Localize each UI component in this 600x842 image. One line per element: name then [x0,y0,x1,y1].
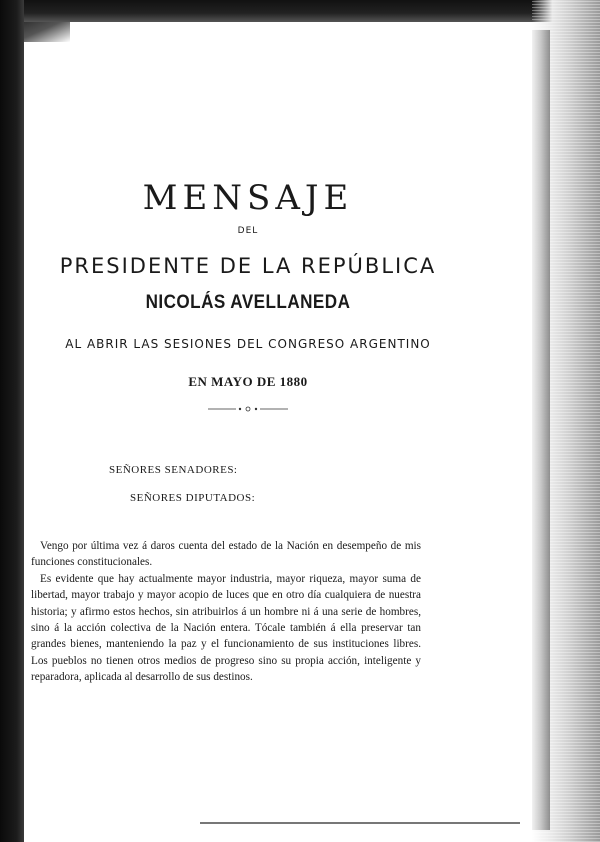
date-line: EN MAYO DE 1880 [188,374,308,389]
ornament-divider [208,405,288,413]
paragraph: Es evidente que hay actualmente mayor industria, mayor riqueza, mayor suma de libertad, mayor trabajo y mayor acopio de luces que en otro día cualquiera de nuestra historia; y afirmo estos hechos, sin atribuirlos á un hombre ni á una serie de hombres, sino á la acción colectiva de la Nación entera. Tócale también á ella preservar tan grandes bienes, manteniendo la paz y el funcionamiento de sus instituciones libres. Los pueblos no tienen otros medios de progreso sino su propia acción, inteligente y reparadora, aplicada al desarrollo de sus destinos. [31,572,421,684]
president-name: NICOLÁS AVELLANEDA [145,292,351,313]
salutation-senators: SEÑORES SENADORES: [109,464,238,476]
document-title: MENSAJE [142,178,354,218]
scan-border-left [0,0,24,842]
office-heading: PRESIDENTE DE LA REPÚBLICA [59,254,437,278]
scan-border-top [0,0,600,22]
occasion-line: AL ABRIR LAS SESIONES DEL CONGRESO ARGENTINO [65,337,431,351]
salutation-deputies: SEÑORES DIPUTADOS: [130,492,256,504]
document-page [24,22,532,842]
scan-page-edge [532,30,550,830]
paragraph: Vengo por última vez á daros cuenta del estado de la Nación en desempeño de mis funciones constitucionales. [31,540,421,569]
title-connector: DEL [237,226,259,236]
message-body [31,538,421,686]
